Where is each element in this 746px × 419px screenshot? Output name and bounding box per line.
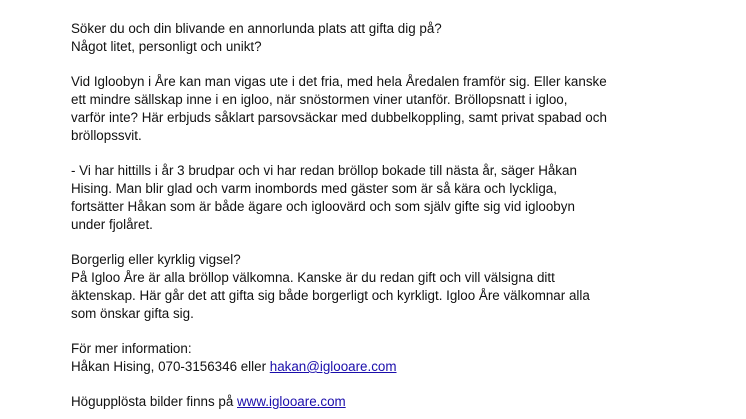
igloobyn-line-2: ett mindre sällskap inne i en igloo, när snöstormen viner utanför. Bröllopsnatt i igloo, [71, 92, 568, 107]
contact-line [71, 358, 711, 376]
quote-line-4: under fjolåret. [71, 217, 153, 232]
quote-paragraph [71, 162, 711, 234]
quote-line-2: Hising. Man blir glad och varm inombords med gäster som är så kära och lyckliga, [71, 181, 557, 196]
contact-heading: För mer information: [71, 341, 192, 356]
vigsel-line-3: som önskar gifta sig. [71, 306, 194, 321]
contact-paragraph [71, 340, 711, 376]
igloobyn-line-4: bröllopssvit. [71, 128, 142, 143]
contact-name-phone: Håkan Hising, 070-3156346 eller [71, 359, 270, 374]
igloobyn-paragraph [71, 73, 711, 145]
images-text: Högupplösta bilder finns på [71, 394, 238, 409]
website-link[interactable]: www.iglooare.com [237, 394, 346, 409]
contact-email-link[interactable]: hakan@iglooare.com [269, 359, 397, 374]
vigsel-line-1: På Igloo Åre är alla bröllop välkomna. Kanske är du redan gift och vill välsigna ditt [71, 270, 555, 285]
text-column [71, 20, 711, 419]
vigsel-paragraph [71, 251, 711, 323]
images-paragraph [71, 393, 711, 411]
images-line [71, 393, 711, 411]
vigsel-heading: Borgerlig eller kyrklig vigsel? [71, 252, 241, 267]
intro-line-2: Något litet, personligt och unikt? [71, 39, 262, 54]
quote-line-1: - Vi har hittills i år 3 brudpar och vi har redan bröllop bokade till nästa år, säger Håkan [71, 163, 577, 178]
vigsel-line-2: äktenskap. Här går det att gifta sig både borgerligt och kyrkligt. Igloo Åre välkomnar alla [71, 288, 590, 303]
igloobyn-line-3: varför inte? Här erbjuds såklart parsovsäckar med dubbelkoppling, samt privat spabad och [71, 110, 607, 125]
intro-line-1: Söker du och din blivande en annorlunda plats att gifta dig på? [71, 21, 442, 36]
igloobyn-line-1: Vid Igloobyn i Åre kan man vigas ute i det fria, med hela Åredalen framför sig. Eller kanske [71, 74, 607, 89]
quote-line-3: fortsätter Håkan som är både ägare och igloovärd och som själv gifte sig vid igloobyn [71, 199, 575, 214]
intro-paragraph [71, 20, 711, 56]
